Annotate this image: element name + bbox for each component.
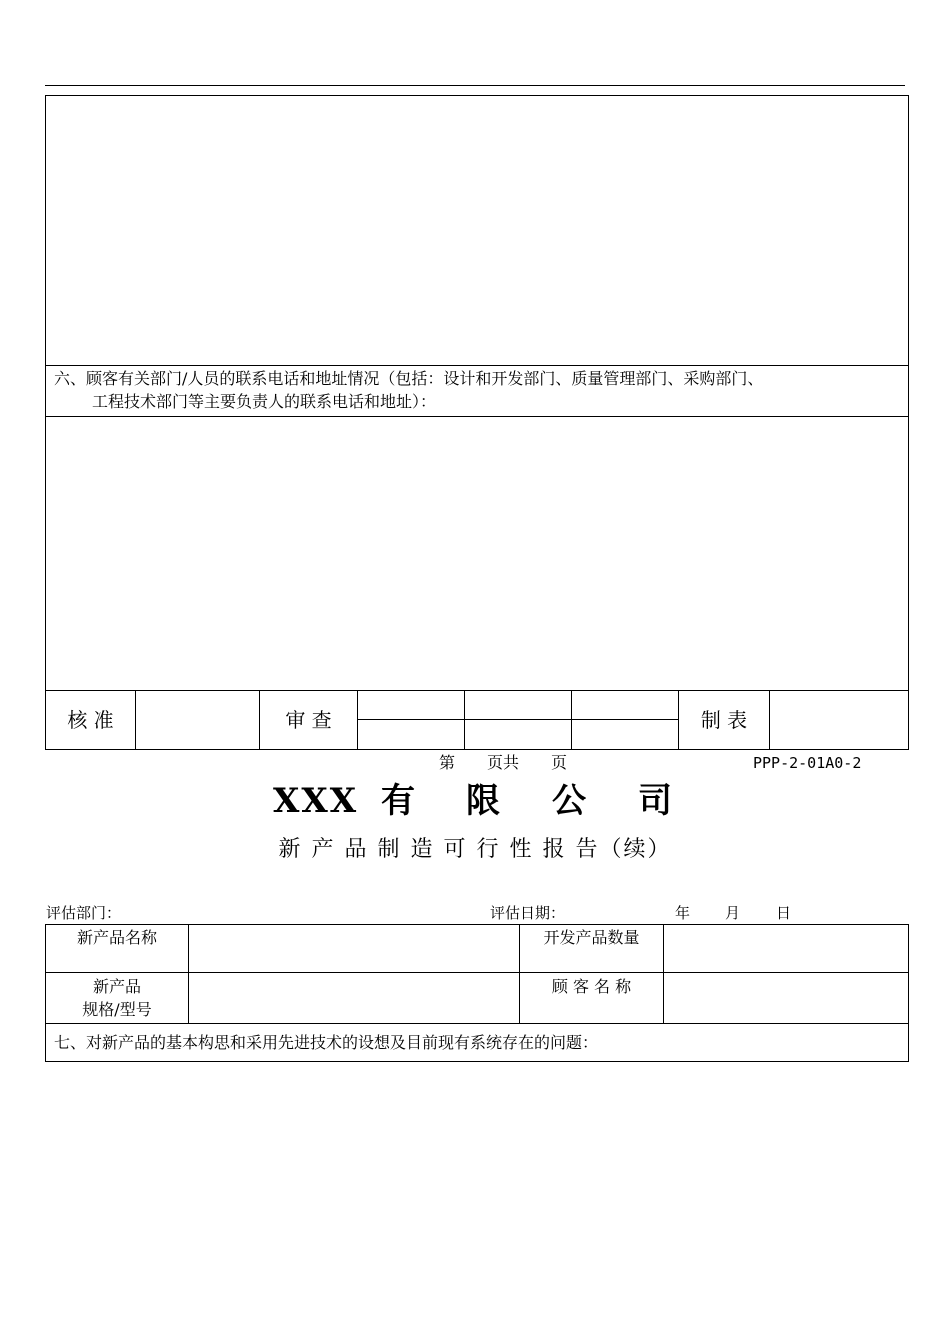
section-6-heading-line1: 六、顾客有关部门/人员的联系电话和地址情况（包括：设计和开发部门、质量管理部门、采购部门、 bbox=[54, 369, 764, 388]
form-code: PPP-2-01A0-2 bbox=[753, 754, 862, 772]
review-label: 审 查 bbox=[285, 708, 332, 732]
date-day: 日 bbox=[776, 904, 792, 922]
page-number: 第 页共 页 bbox=[439, 753, 568, 772]
dev-quantity-field[interactable] bbox=[664, 925, 908, 972]
dev-quantity-label: 开发产品数量 bbox=[543, 928, 640, 947]
date-month: 月 bbox=[725, 904, 741, 922]
date-year: 年 bbox=[675, 904, 691, 922]
report-title: 新 产 品 制 造 可 行 性 报 告（续） bbox=[278, 837, 672, 862]
blank-content-area[interactable] bbox=[46, 96, 908, 365]
customer-name-label: 顾 客 名 称 bbox=[551, 977, 632, 996]
col-divider bbox=[357, 690, 358, 750]
product-name-label: 新产品名称 bbox=[76, 928, 157, 947]
review-sub-divider bbox=[357, 719, 678, 720]
company-char: 限 bbox=[466, 781, 502, 821]
section-6-heading-line2: 工程技术部门等主要负责人的联系电话和地址）： bbox=[92, 392, 437, 411]
spec-label-line2: 规格/型号 bbox=[82, 1000, 152, 1019]
approve-signature-field[interactable] bbox=[136, 691, 259, 749]
spec-label-line1: 新产品 bbox=[92, 977, 141, 996]
customer-name-field[interactable] bbox=[664, 973, 908, 1023]
approve-label: 核 准 bbox=[67, 708, 114, 732]
company-char: 司 bbox=[638, 781, 674, 821]
company-char: 公 bbox=[552, 781, 588, 821]
row-divider bbox=[45, 365, 909, 366]
col-divider bbox=[464, 690, 465, 750]
prepare-signature-field[interactable] bbox=[770, 691, 908, 749]
company-char: 有 bbox=[381, 781, 417, 821]
date-label: 评估日期： bbox=[490, 904, 566, 922]
row-divider bbox=[45, 1023, 909, 1024]
spec-field[interactable] bbox=[189, 973, 519, 1023]
section-7-heading: 七、对新产品的基本构思和采用先进技术的设想及目前现有系统存在的问题： bbox=[54, 1033, 599, 1052]
company-prefix: XXX bbox=[273, 781, 359, 821]
prepare-label: 制 表 bbox=[700, 708, 748, 732]
col-divider bbox=[571, 690, 572, 750]
header-rule bbox=[45, 85, 905, 86]
contact-info-area[interactable] bbox=[46, 417, 908, 690]
dept-label: 评估部门： bbox=[46, 904, 122, 922]
product-name-field[interactable] bbox=[189, 925, 519, 972]
